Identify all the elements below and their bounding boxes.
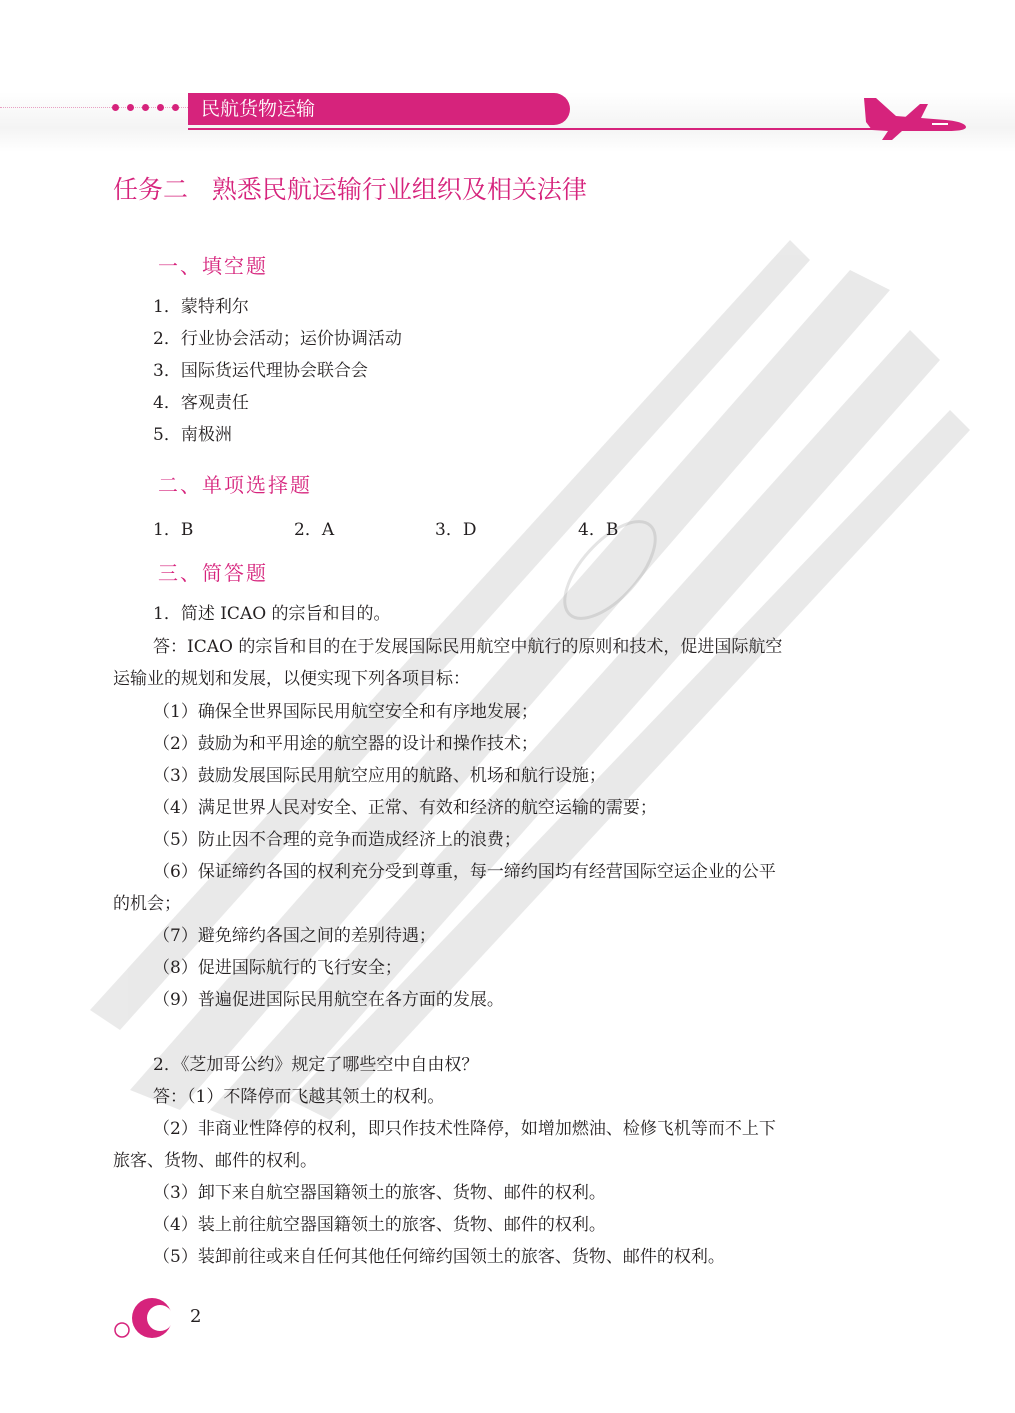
section-title-short-answer: 三、简答题 — [158, 561, 268, 585]
list-item: 1．蒙特利尔 — [153, 297, 249, 317]
section-title-fill-blank: 一、填空题 — [158, 254, 268, 278]
header-dot — [127, 104, 134, 111]
header-dot — [172, 104, 179, 111]
answer-point: （2）鼓励为和平用途的航空器的设计和操作技术； — [153, 734, 538, 754]
answer-point: （1）确保全世界国际民用航空安全和有序地发展； — [153, 702, 538, 722]
answer-point: （5）防止因不合理的竞争而造成经济上的浪费； — [153, 830, 521, 850]
answer-line: 运输业的规划和发展，以便实现下列各项目标： — [113, 669, 470, 689]
answer-line: （4）装上前往航空器国籍领土的旅客、货物、邮件的权利。 — [153, 1215, 606, 1235]
choice-answer: 2．A — [294, 520, 335, 540]
airplane-icon — [862, 96, 968, 142]
answer-point: （7）避免缔约各国之间的差别待遇； — [153, 926, 436, 946]
header-dot — [157, 104, 164, 111]
task-title: 任务二 熟悉民航运输行业组织及相关法律 — [113, 175, 587, 204]
answer-line: （2）非商业性降停的权利，即只作技术性降停，如增加燃油、检修飞机等而不上下 — [153, 1119, 776, 1139]
answer-line: 答：（1）不降停而飞越其领土的权利。 — [153, 1087, 445, 1107]
question: 2．《芝加哥公约》规定了哪些空中自由权？ — [153, 1055, 479, 1075]
answer-line: （3）卸下来自航空器国籍领土的旅客、货物、邮件的权利。 — [153, 1183, 606, 1203]
list-item: 2．行业协会活动；运价协调活动 — [153, 329, 402, 349]
answer-line: （5）装卸前往或来自任何其他任何缔约国领土的旅客、货物、邮件的权利。 — [153, 1247, 725, 1267]
footer-crescent-icon — [110, 1294, 180, 1344]
answer-point: （6）保证缔约各国的权利充分受到尊重，每一缔约国均有经营国际空运企业的公平 — [153, 862, 776, 882]
list-item: 3．国际货运代理协会联合会 — [153, 361, 368, 381]
header-dot — [112, 104, 119, 111]
answer-point: （3）鼓励发展国际民用航空应用的航路、机场和航行设施； — [153, 766, 606, 786]
question: 1．简述 ICAO 的宗旨和目的。 — [153, 604, 391, 624]
page-number: 2 — [190, 1306, 202, 1327]
list-item: 4．客观责任 — [153, 393, 249, 413]
choice-answer: 4．B — [578, 520, 619, 540]
header-dot — [142, 104, 149, 111]
choice-answer: 1．B — [153, 520, 194, 540]
section-title-single-choice: 二、单项选择题 — [158, 473, 312, 497]
choice-answer: 3．D — [435, 520, 477, 540]
list-item: 5．南极洲 — [153, 425, 232, 445]
answer-point: 的机会； — [113, 894, 181, 914]
answer-point: （8）促进国际航行的飞行安全； — [153, 958, 402, 978]
answer-line: 旅客、货物、邮件的权利。 — [113, 1151, 317, 1171]
book-title: 民航货物运输 — [188, 93, 570, 125]
answer-point: （9）普遍促进国际民用航空在各方面的发展。 — [153, 990, 504, 1010]
header-rule — [188, 128, 908, 130]
answer-line: 答：ICAO 的宗旨和目的在于发展国际民用航空中航行的原则和技术，促进国际航空 — [153, 637, 783, 657]
answer-point: （4）满足世界人民对安全、正常、有效和经济的航空运输的需要； — [153, 798, 657, 818]
